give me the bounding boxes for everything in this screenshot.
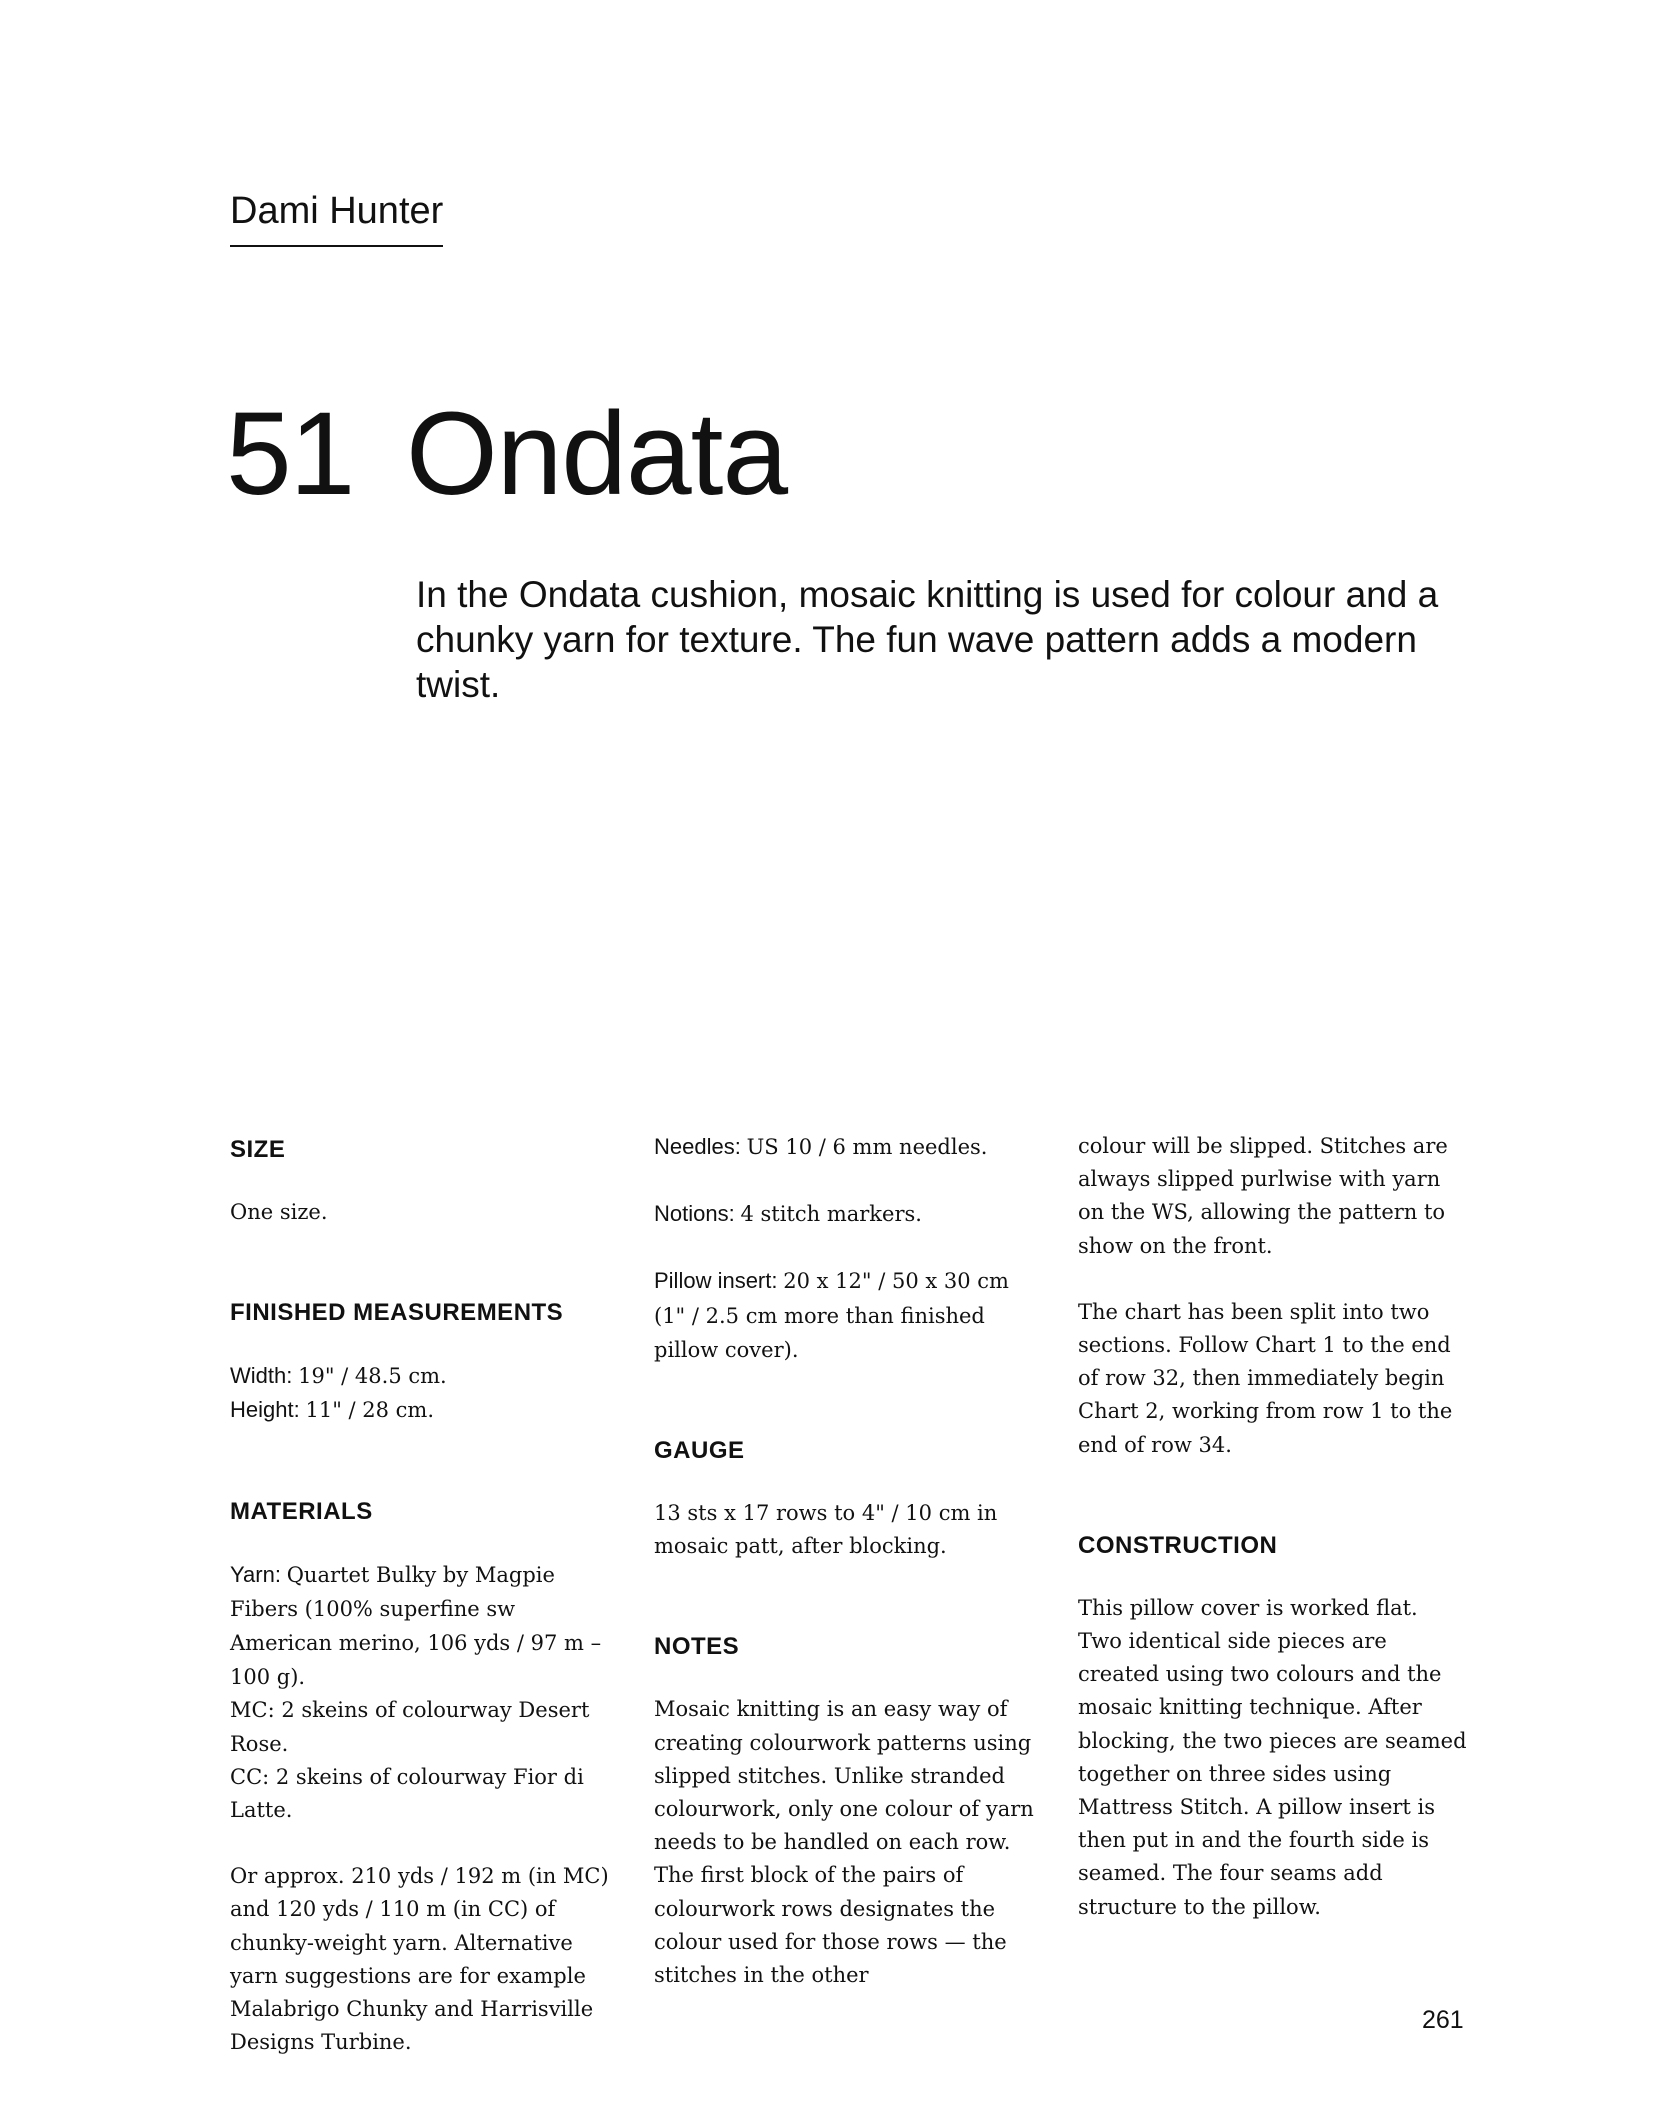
notions-label: Notions: (654, 1201, 735, 1227)
needles-value: US 10 / 6 mm needles. (746, 1135, 988, 1159)
width-value: 19" / 48.5 cm. (298, 1364, 447, 1389)
needles-label: Needles: (654, 1134, 741, 1159)
yarn-line (230, 1558, 620, 1695)
construction-text: This pillow cover is worked flat. Two identical side pieces are created using two colours and the mosaic knitting technique. After blocking, the two pieces are seamed together on three sides using Mattress Stitch. A pillow insert is then put in and the fourth side is seamed. The four seams add structure to the pillow. (1078, 1595, 1467, 1919)
needles-line (654, 1130, 1044, 1164)
size-text: One size. (230, 1200, 328, 1224)
author-name: Dami Hunter (230, 190, 443, 247)
height-line (230, 1393, 620, 1427)
column-2 (654, 1130, 1044, 1992)
alt-yarn-text: Or approx. 210 yds / 192 m (in MC) and 120 yds / 110 m (in CC) of chunky-weight yarn. Alternative yarn suggestions are for example Malabrigo Chunky and Harrisville Designs Turbine. (230, 1864, 609, 2055)
gauge-text: 13 sts x 17 rows to 4" / 10 cm in mosaic patt, after blocking. (654, 1501, 998, 1559)
notions-line (654, 1197, 1044, 1231)
width-line (230, 1359, 620, 1393)
pattern-title: Ondata (406, 388, 788, 520)
notes-paragraph-2: The chart has been split into two sections. Follow Chart 1 to the end of row 32, then immediately begin Chart 2, working from row 1 to the end of row 34. (1078, 1299, 1453, 1457)
yarn-label: Yarn: (230, 1561, 281, 1587)
cc-line: CC: 2 skeins of colourway Fior di Latte. (230, 1764, 584, 1823)
column-1 (230, 1130, 620, 2059)
gauge-heading: GAUGE (654, 1437, 745, 1465)
notes-paragraph-1-continued: colour will be slipped. Stitches are always slipped purlwise with yarn on the WS, allowing the pattern to show on the front. (1078, 1134, 1448, 1258)
materials-heading: MATERIALS (230, 1497, 373, 1525)
construction-heading: CONSTRUCTION (1078, 1531, 1278, 1559)
notions-value: 4 stitch markers. (740, 1202, 922, 1227)
intro-paragraph: In the Ondata cushion, mosaic knitting is used for colour and a chunky yarn for texture. The fun wave pattern adds a modern twist. (416, 574, 1439, 705)
pillow-insert-line (654, 1264, 1044, 1367)
width-label: Width: (230, 1363, 293, 1389)
height-value: 11" / 28 cm. (305, 1398, 435, 1423)
pillow-insert-value: 20 x 12" / 50 x 30 cm (1" / 2.5 cm more than finished pillow cover). (654, 1269, 1009, 1362)
pattern-number: 51 (226, 388, 354, 520)
finished-heading: FINISHED MEASUREMENTS (230, 1299, 564, 1327)
page-number: 261 (1422, 2006, 1464, 2034)
size-heading: SIZE (230, 1136, 286, 1163)
mc-line: MC: 2 skeins of colourway Desert Rose. (230, 1698, 590, 1756)
yarn-value: Quartet Bulky by Magpie Fibers (100% superfine sw American merino, 106 yds / 97 m – 100 g). (230, 1562, 602, 1690)
height-label: Height: (230, 1397, 300, 1423)
column-3 (1078, 1130, 1468, 1924)
notes-heading: NOTES (654, 1633, 740, 1661)
notes-paragraph-1: Mosaic knitting is an easy way of creating colourwork patterns using slipped stitches. Unlike stranded colourwork, only one colour of yarn needs to be handled on each row. The first block of the pairs of colourwork rows designates the colour used for those rows — the stitches in the other (654, 1697, 1034, 1988)
pillow-insert-label: Pillow insert: (654, 1268, 778, 1294)
